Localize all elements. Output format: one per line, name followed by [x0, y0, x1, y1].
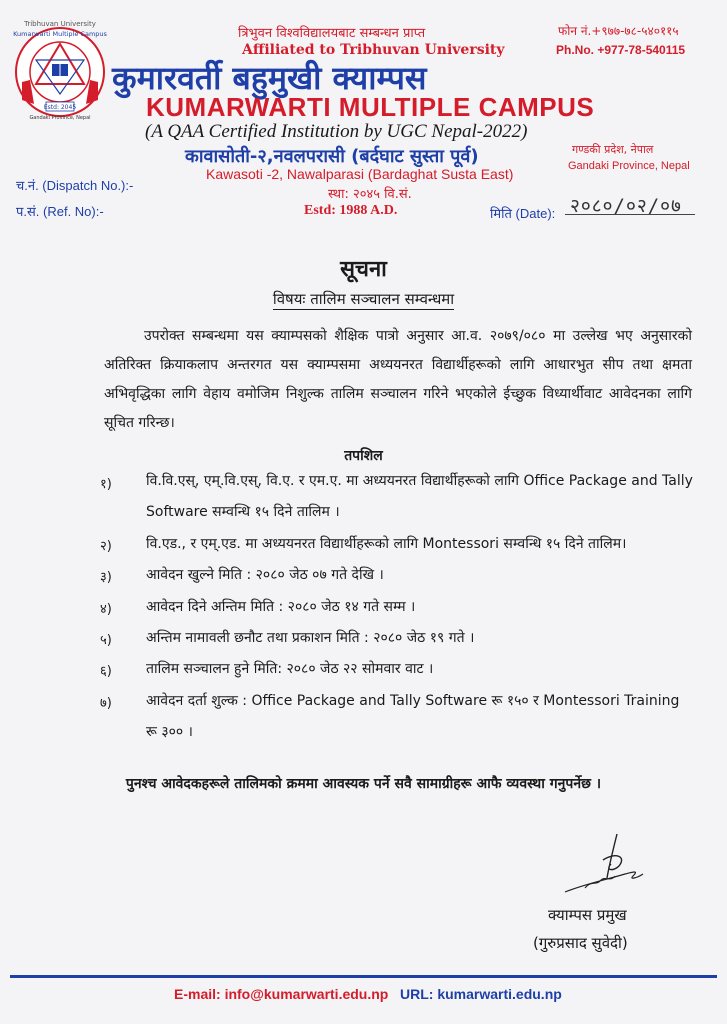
province-english: Gandaki Province, Nepal	[568, 160, 690, 172]
list-item: अन्तिम नामावली छनौट तथा प्रकाशन मिति : २०८० जेठ १९ गते ।	[146, 630, 475, 646]
list-item: आवेदन खुल्ने मिति : २०८० जेठ ०७ गते देखि ।	[146, 567, 384, 583]
reference-number-label: प.सं. (Ref. No):-	[16, 204, 104, 219]
list-item-number: १)	[100, 477, 112, 492]
address-nepali: कावासोती-२,नवलपरासी (बर्दघाट सुस्ता पूर्व)	[185, 146, 479, 167]
date-value: २०८०/०२/०७	[570, 195, 682, 217]
established-nepali: स्था: २०४५ वि.सं.	[328, 187, 412, 202]
logo-estd: Estd: 2045	[43, 104, 77, 111]
details-heading: तपशिल	[344, 448, 383, 464]
notice-title: सूचना	[340, 257, 387, 282]
list-item-number: ७)	[100, 696, 112, 711]
notice-paragraph: उपरोक्त सम्बन्धमा यस क्याम्पसको शैक्षिक पात्रो अनुसार आ.व. २०७९/०८० मा उल्लेख भए अनुसारको अतिरिक्त क्रियाकलाप अन्तरगत यस क्याम्पसमा अध्ययनरत विद्यार्थीहरूको लागि आधारभुत सीप तथा क्षमता अभिवृद्धिका लागि वेहाय वमोजिम निशुल्क तालिम सञ्चालन गरिने भएकोले ईच्छुक विध्यार्थीवाट आवेदनका लागि सूचित गरिन्छ।	[104, 328, 692, 431]
certification-text: (A QAA Certified Institution by UGC Nepal-2022)	[145, 121, 528, 142]
list-item: आवेदन दिने अन्तिम मिति : २०८० जेठ १४ गते सम्म ।	[146, 599, 416, 615]
footer-url: URL: kumarwarti.edu.np	[400, 986, 562, 1002]
address-english: Kawasoti -2, Nawalparasi (Bardaghat Susta East)	[206, 166, 514, 182]
signatory-name: (गुरुप्रसाद सुवेदी)	[533, 934, 628, 952]
campus-name-nepali: कुमारवर्ती बहुमुखी क्याम्पस	[112, 59, 427, 97]
list-item-number: ३)	[100, 570, 112, 585]
date-underline	[565, 214, 695, 215]
campus-logo	[10, 20, 110, 120]
footer-email: E-mail: info@kumarwarti.edu.np	[174, 986, 389, 1002]
logo-top-text: Tribhuvan University	[24, 20, 96, 28]
list-item-number: ४)	[100, 602, 112, 617]
list-item-number: २)	[100, 539, 112, 554]
established-english: Estd: 1988 A.D.	[304, 203, 398, 218]
dispatch-number-label: च.नं. (Dispatch No.):-	[16, 178, 134, 193]
affiliation-english: Affiliated to Tribhuvan University	[242, 42, 505, 58]
handwritten-signature	[555, 830, 665, 900]
list-item: वि.वि.एस्, एम्.वि.एस्, वि.ए. र एम.ए. मा अध्ययनरत विद्यार्थीहरूको लागि Office Package and Tally Software सम्वन्धि १५ दिने तालिम ।	[146, 473, 693, 520]
logo-bottom-text: Gandaki Province, Nepal	[29, 115, 91, 120]
footer-divider	[10, 975, 717, 978]
list-item: आवेदन दर्ता शुल्क : Office Package and Tally Software रू १५० र Montessori Training रू ३०० ।	[146, 693, 680, 740]
affiliation-nepali: त्रिभुवन विश्वविद्यालयबाट सम्बन्धन प्राप्त	[238, 26, 426, 41]
list-item-number: ५)	[100, 633, 112, 648]
notice-subject	[0, 289, 727, 309]
notice-subject-text: विषयः तालिम सञ्चालन सम्वन्धमा	[272, 290, 455, 308]
signatory-title: क्याम्पस प्रमुख	[548, 906, 627, 924]
list-item-number: ६)	[100, 664, 112, 679]
logo-ring-text: Kumarwarti Multiple Campus	[13, 30, 107, 38]
list-item: तालिम सञ्चालन हुने मिति: २०८० जेठ २२ सोमवार वाट ।	[146, 661, 434, 677]
phone-english: Ph.No. +977-78-540115	[556, 43, 686, 57]
list-item: वि.एड., र एम्.एड. मा अध्ययनरत विद्यार्थीहरूको लागि Montessori सम्वन्धि १५ दिने तालिम।	[146, 536, 627, 552]
phone-nepali: फोन नं.+९७७-७८-५४०११५	[558, 24, 679, 38]
date-label: मिति (Date):	[490, 206, 556, 221]
notice-footnote: पुनश्च आवेदकहरूले तालिमको क्रममा आवस्यक पर्ने सवै सामाग्रीहरू आफै व्यवस्था गनुपर्नेछ ।	[125, 776, 602, 792]
province-nepali: गण्डकी प्रदेश, नेपाल	[572, 143, 654, 156]
campus-name-english: KUMARWARTI MULTIPLE CAMPUS	[146, 92, 595, 122]
